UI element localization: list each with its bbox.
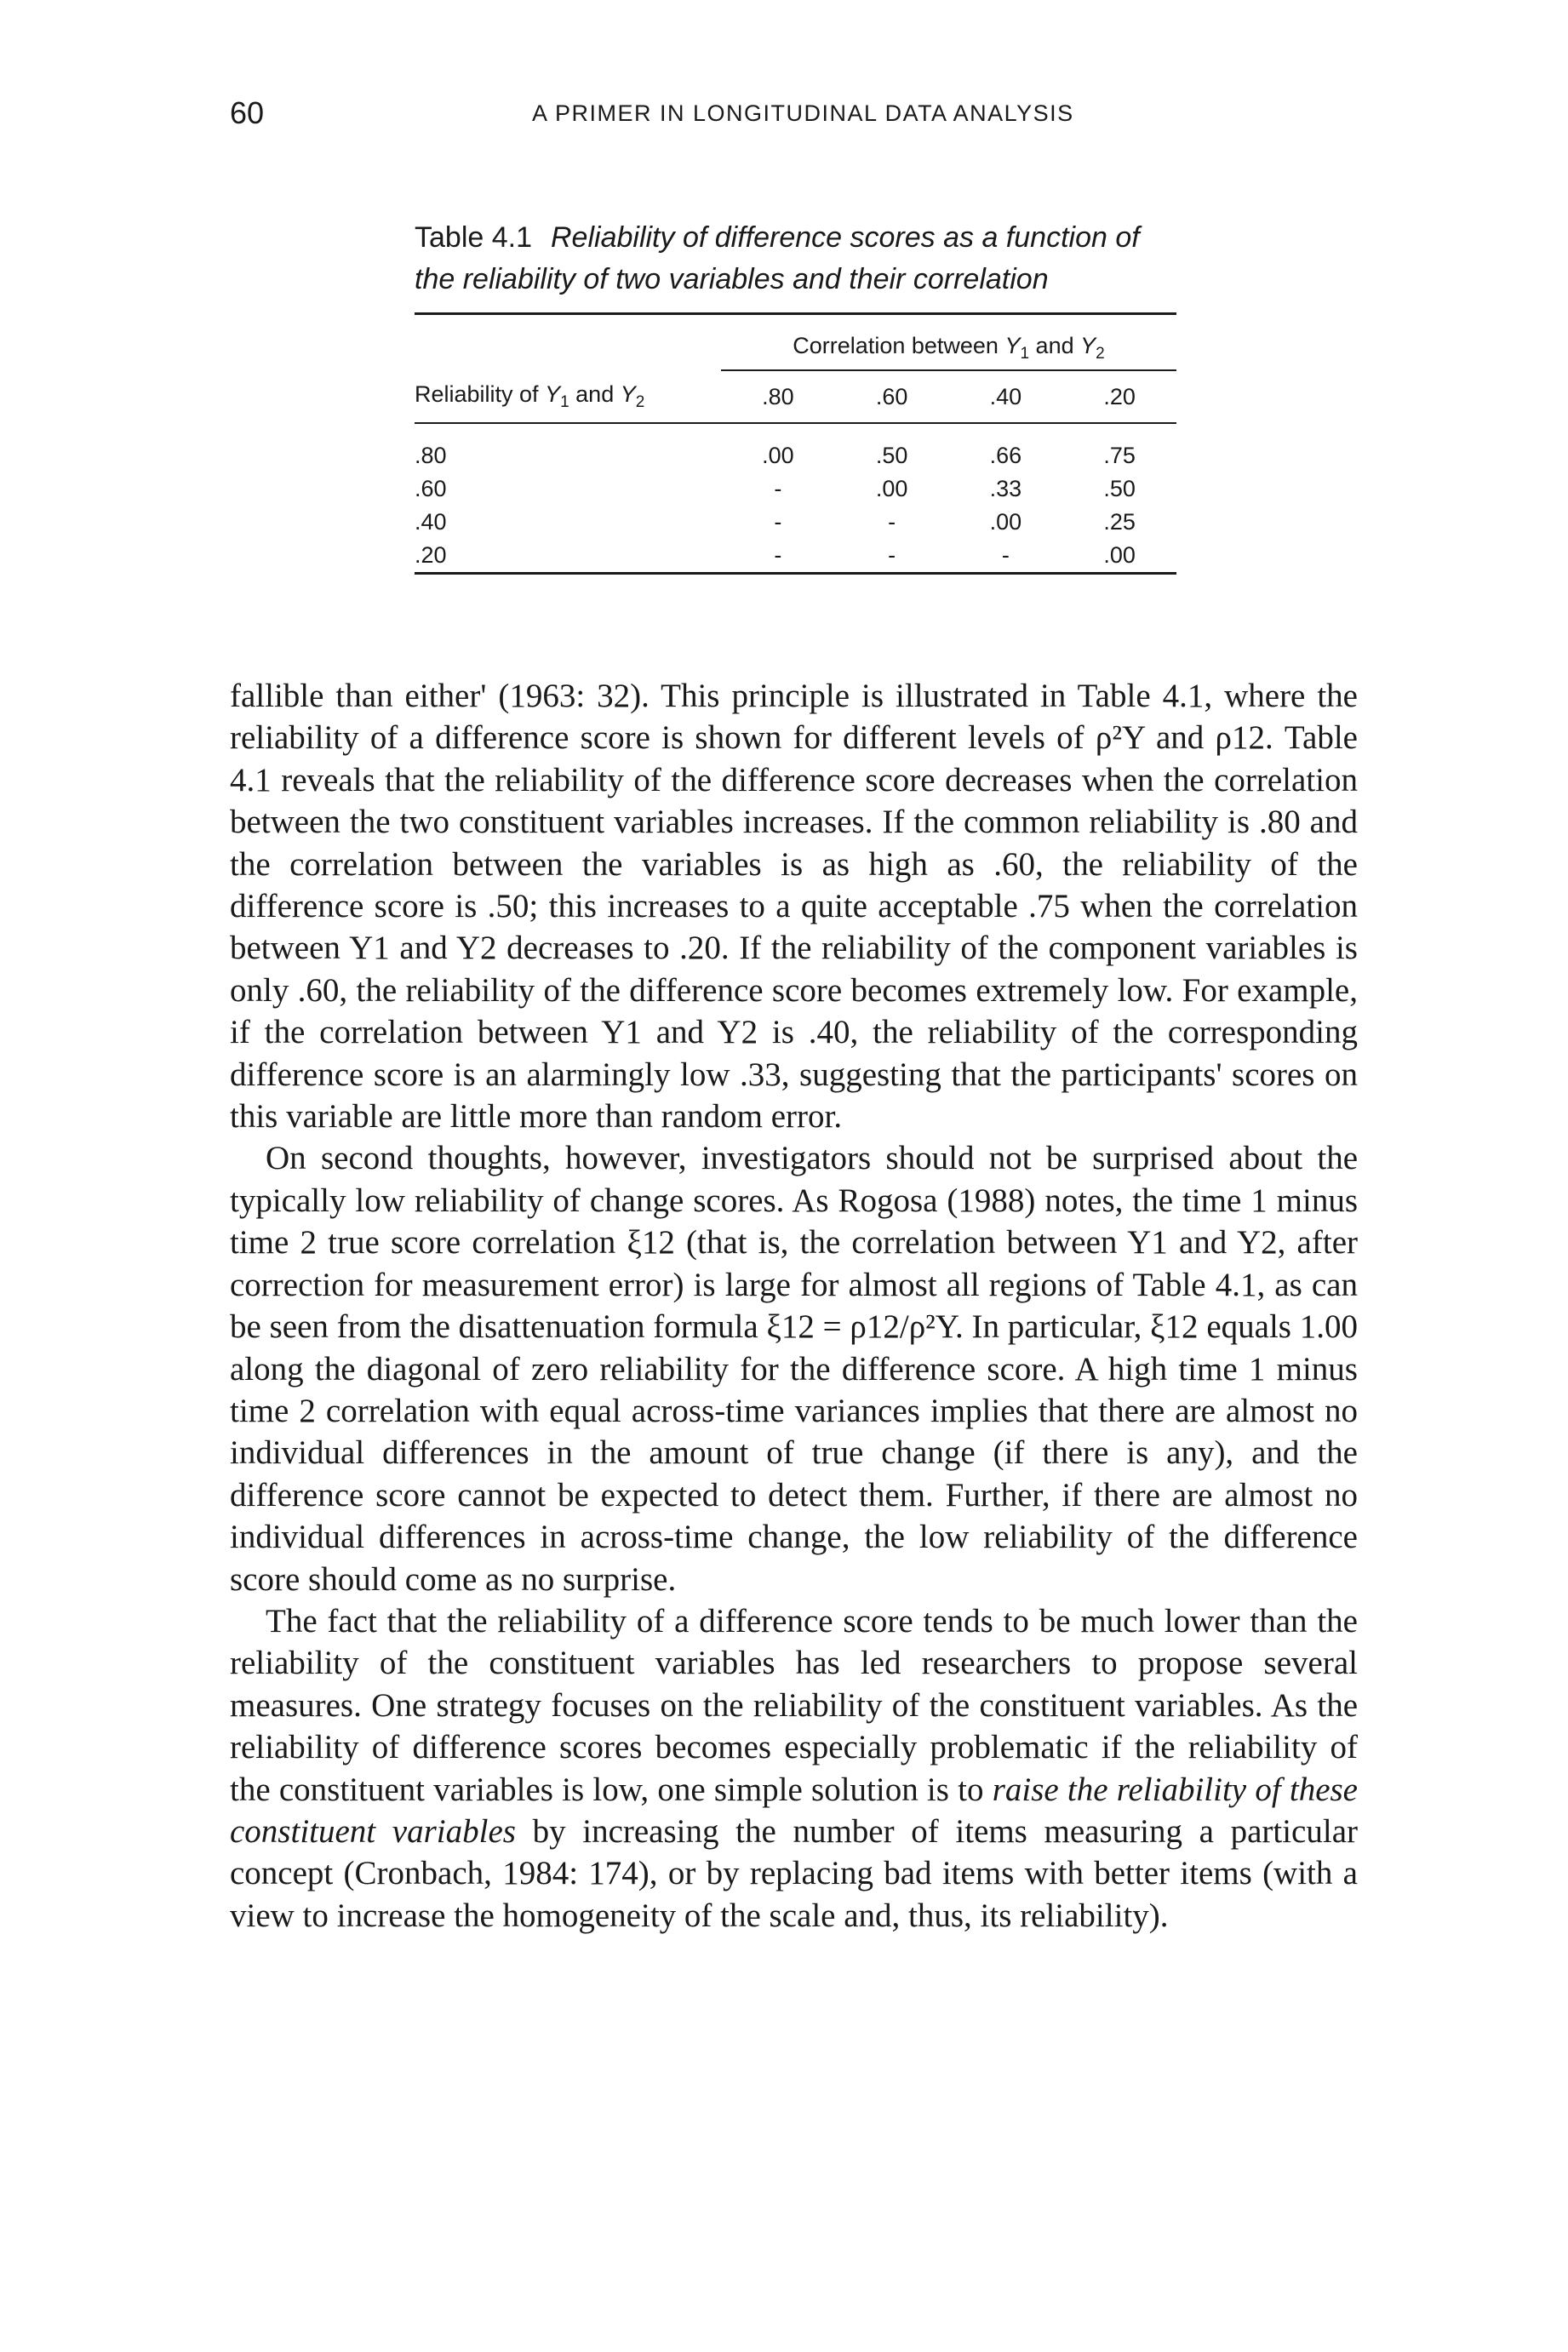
paragraph-3-text-start: The fact that the reliability of a difference score tends to be much lower than the reliability of the constituent variables has led researchers to propose several measures. One strategy focuses on the reliability of the constituent variables. As the reliability of difference scores becomes especially problematic if the reliability of the constituent variables is low, one simple solution is to [230, 1602, 1358, 1808]
running-head: A PRIMER IN LONGITUDINAL DATA ANALYSIS [532, 100, 1074, 126]
row-label: .40 [415, 509, 447, 535]
table-cell: .00 [1103, 542, 1136, 568]
table-cell: .75 [1103, 443, 1136, 468]
table-row [415, 439, 1176, 472]
column-header: .60 [875, 383, 908, 409]
table-cell: .33 [989, 476, 1022, 501]
paragraph-3-emphasis: raise the reliability of these constituent variables [230, 1771, 1358, 1850]
table-cell: - [888, 509, 896, 535]
table-row [415, 539, 1176, 574]
table-cell: .00 [875, 476, 908, 501]
paragraph-1: fallible than either' (1963: 32). This principle is illustrated in Table 4.1, where the reliability of a difference score is shown for different levels of ρ²Y and ρ12. Table 4.1 reveals that the reliability of the difference score decreases when the correlation between the two constituent variables increases. If the common reliability is .80 and the correlation between the variables is as high as .60, the reliability of the difference score is .50; this increases to a quite acceptable .75 when the correlation between Y1 and Y2 decreases to .20. If the reliability of the component variables is only .60, the reliability of the difference score becomes extremely low. For example, if the correlation between Y1 and Y2 is .40, the reliability of the corresponding difference score is an alarmingly low .33, suggesting that the participants' scores on this variable are little more than random error. [230, 678, 1358, 1136]
table-4-1 [415, 217, 1176, 575]
reliability-table [415, 312, 1176, 575]
table-cell: - [774, 542, 782, 568]
table-cell: .50 [875, 443, 908, 468]
table-cell: - [774, 476, 782, 501]
table-row [415, 472, 1176, 506]
column-header: .80 [762, 383, 794, 409]
table-caption [415, 217, 1176, 300]
paragraph-2: On second thoughts, however, investigators should not be surprised about the typically low reliability of change scores. As Rogosa (1988) notes, the time 1 minus time 2 true score correlation ξ12 (that is, the correlation between Y1 and Y2, after correction for measurement error) is large for almost all regions of Table 4.1, as can be seen from the disattenuation formula ξ12 = ρ12/ρ²Y. In particular, ξ12 equals 1.00 along the diagonal of zero reliability for the difference score. A high time 1 minus time 2 correlation with equal across-time variances implies that there are almost no individual differences in the amount of true change (if there is any), and the difference score cannot be expected to detect them. Further, if there are almost no individual differences in across-time change, the low reliability of the difference score should come as no surprise. [230, 1140, 1358, 1598]
paragraph-3-text-end: by increasing the number of items measuring a particular concept (Cronbach, 1984: 174), or by replacing bad items with better items (with a view to increase the homogeneity of the scale and, thus, its reliability). [230, 1812, 1358, 1934]
span-header: Correlation between $Y_1$ and $Y_2$ [793, 333, 1105, 363]
row-label: .60 [415, 476, 447, 501]
column-header: .40 [989, 383, 1022, 409]
table-cell: .00 [989, 509, 1022, 535]
page-number: 60 [230, 95, 265, 130]
body-text [230, 675, 1358, 1937]
table-cell: - [888, 542, 896, 568]
row-label: .20 [415, 542, 447, 568]
table-cell: .50 [1103, 476, 1136, 501]
table-cell: - [774, 509, 782, 535]
paragraph-3 [230, 1600, 1358, 1937]
stub-header: Reliability of $Y_1$ and $Y_2$ [415, 381, 645, 411]
table-row [415, 506, 1176, 539]
table-cell: .66 [989, 443, 1022, 468]
table-caption-text: Reliability of difference scores as a function of the reliability of two variables and their correlation [415, 221, 1140, 295]
page-header [230, 95, 1336, 138]
row-label: .80 [415, 443, 447, 468]
table-cell: .00 [762, 443, 794, 468]
column-header: .20 [1103, 383, 1136, 409]
table-cell: - [1001, 542, 1010, 568]
table-cell: .25 [1103, 509, 1136, 535]
table-label: Table 4.1 [415, 221, 532, 254]
